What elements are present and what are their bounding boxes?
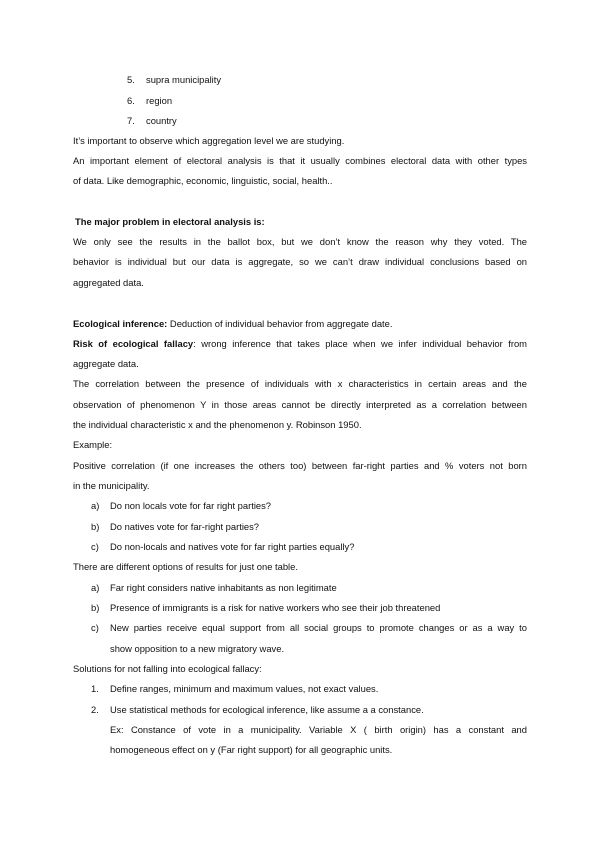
definition-ecological-inference [73, 318, 527, 330]
list-marker: a) [91, 582, 100, 593]
list-marker: c) [91, 622, 99, 633]
list-item-text-cont: show opposition to a new migratory wave. [110, 643, 285, 654]
list-item-text: supra municipality [146, 74, 222, 85]
paragraph-line: The correlation between the presence of individuals with x characteristics in certain areas and the [73, 378, 527, 389]
definition: : wrong inference that takes place when we infer individual behavior from [193, 338, 527, 349]
definition-risk-fallacy [73, 338, 527, 350]
paragraph-line: observation of phenomenon Y in those areas cannot be directly interpreted as a correlation between [73, 399, 527, 410]
paragraph-line: aggregated data. [73, 277, 144, 288]
paragraph-line: We only see the results in the ballot box, but we don’t know the reason why they voted. The [73, 236, 527, 247]
example-line: Ex: Constance of vote in a municipality. Variable X ( birth origin) has a constant and [110, 724, 527, 735]
example-label: Example: [73, 439, 113, 450]
list-item-text: Presence of immigrants is a risk for native workers who see their job threatened [110, 602, 441, 613]
definition: Deduction of individual behavior from aggregate date. [167, 318, 393, 329]
list-item-text: New parties receive equal support from all social groups to promote changes or as a way to [110, 622, 527, 633]
list-item-text: Do natives vote for far-right parties? [110, 521, 260, 532]
paragraph-line: Positive correlation (if one increases the others too) between far-right parties and % voters not born [73, 460, 527, 471]
paragraph: There are different options of results for just one table. [73, 561, 298, 572]
list-item-text: Do non locals vote for far right parties? [110, 500, 272, 511]
list-marker: b) [91, 602, 100, 613]
list-marker: b) [91, 521, 100, 532]
term: Risk of ecological fallacy [73, 338, 194, 349]
paragraph-line: the individual characteristic x and the phenomenon y. Robinson 1950. [73, 419, 362, 430]
list-item-text: Far right considers native inhabitants as non legitimate [110, 582, 337, 593]
list-number: 5. [127, 74, 135, 85]
paragraph-line: behavior is individual but our data is aggregate, so we can’t draw individual conclusions based on [73, 256, 527, 267]
paragraph: It’s important to observe which aggregation level we are studying. [73, 135, 345, 146]
paragraph-line: aggregate data. [73, 358, 139, 369]
example-line: homogeneous effect on y (Far right support) for all geographic units. [110, 744, 393, 755]
paragraph-line: of data. Like demographic, economic, linguistic, social, health.. [73, 175, 333, 186]
section-heading: The major problem in electoral analysis is: [75, 216, 265, 227]
paragraph-line: in the municipality. [73, 480, 150, 491]
list-number: 2. [91, 704, 99, 715]
list-marker: c) [91, 541, 99, 552]
list-number: 7. [127, 115, 135, 126]
term: Ecological inference: [73, 318, 168, 329]
list-number: 1. [91, 683, 99, 694]
list-number: 6. [127, 95, 135, 106]
list-marker: a) [91, 500, 100, 511]
list-item-text: Use statistical methods for ecological inference, like assume a a constance. [110, 704, 424, 715]
paragraph: Solutions for not falling into ecological fallacy: [73, 663, 262, 674]
list-item-text: region [146, 95, 173, 106]
list-item-text: country [146, 115, 177, 126]
list-item-text: Do non-locals and natives vote for far right parties equally? [110, 541, 355, 552]
paragraph-line: An important element of electoral analysis is that it usually combines electoral data with other types [73, 155, 527, 166]
list-item-text: Define ranges, minimum and maximum values, not exact values. [110, 683, 379, 694]
